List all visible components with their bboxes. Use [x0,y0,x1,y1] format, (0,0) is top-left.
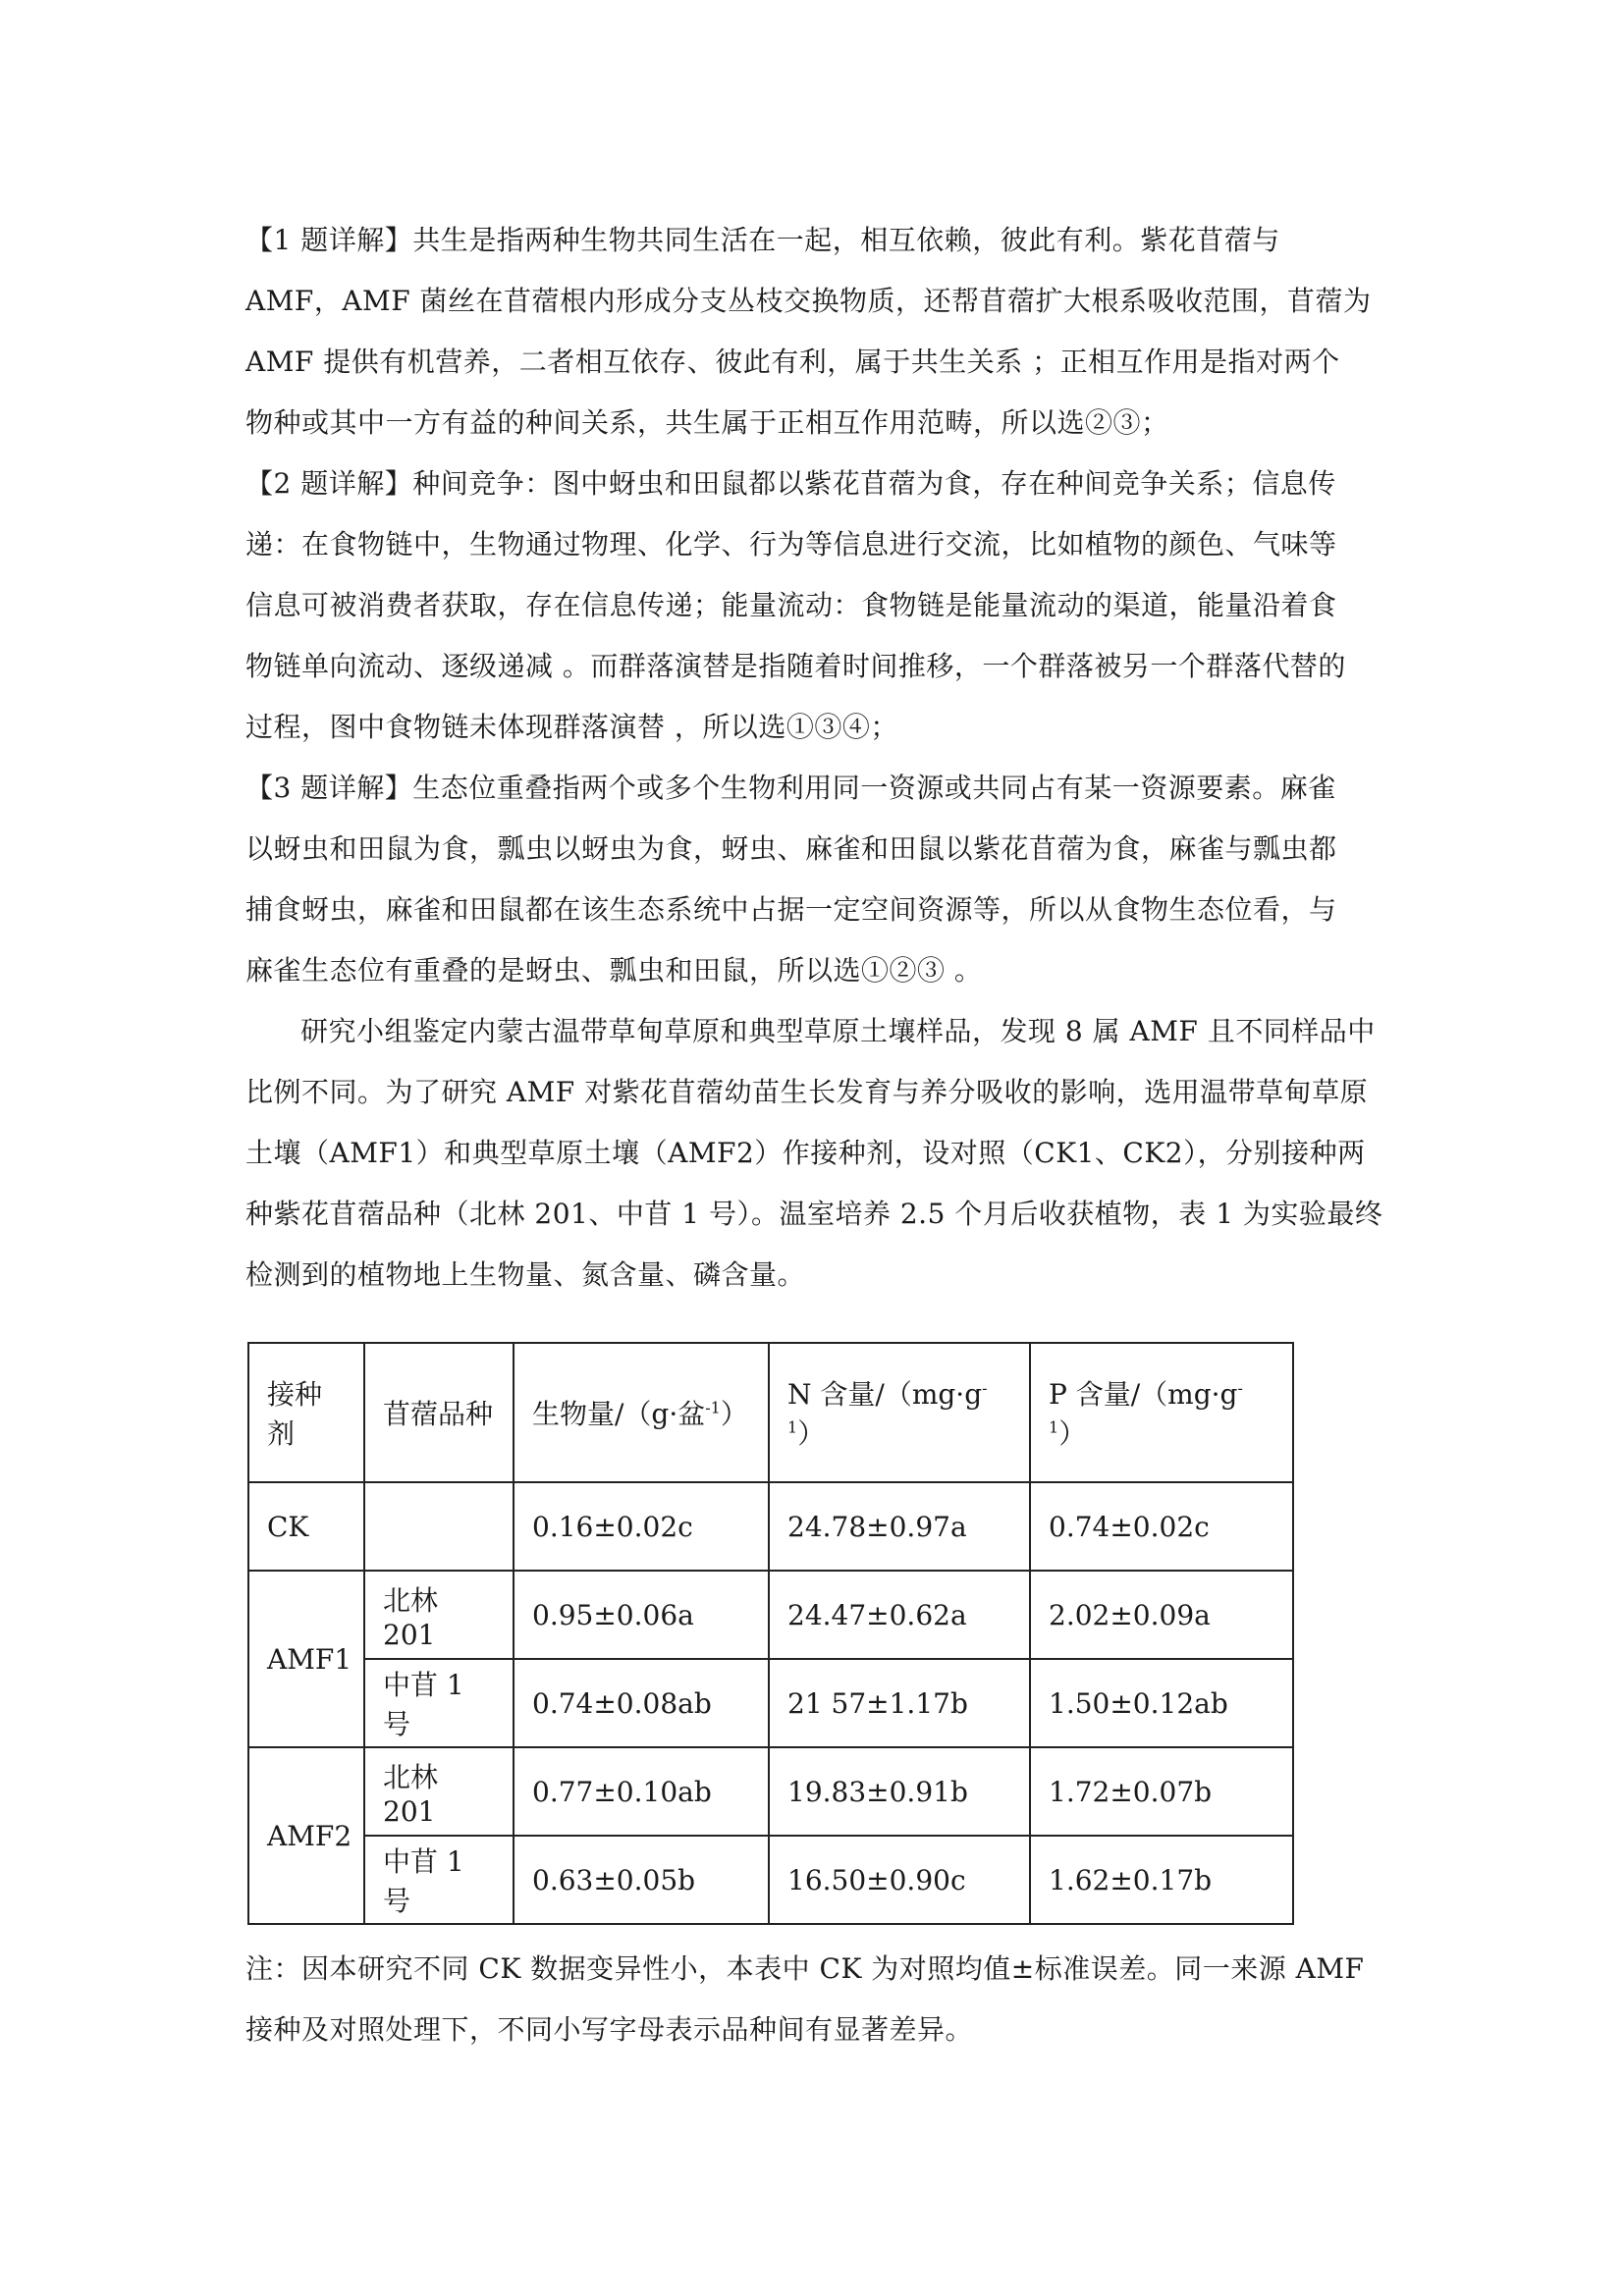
cell-nitrogen: 24.78±0.97a [769,1482,1030,1571]
cell-inoculant: AMF2 [248,1747,364,1924]
cell-nitrogen: 24.47±0.62a [769,1571,1030,1659]
text-line: 麻雀生态位有重叠的是蚜虫、瓢虫和田鼠，所以选①②③ 。 [245,954,983,987]
answer-explanations [245,210,1384,1306]
header-inoculant: 接种剂 [248,1343,364,1482]
table-row [248,1571,1293,1659]
cell-inoculant: AMF1 [248,1571,364,1747]
header-close: ） [720,1398,748,1430]
cell-biomass: 0.63±0.05b [514,1836,769,1924]
text-line: 土壤（AMF1）和典型草原土壤（AMF2）作接种剂，设对照（CK1、CK2），分别接种两 [245,1137,1366,1169]
header-close: ） [797,1417,826,1450]
text-line: 【3 题详解】生态位重叠指两个或多个生物利用同一资源或共同占有某一资源要素。麻雀 [245,772,1336,804]
cell-variety: 中苜 1 号 [364,1659,514,1747]
superscript: -1 [1049,1378,1243,1437]
cell-phosphorus: 2.02±0.09a [1030,1571,1293,1659]
cell-inoculant: CK [248,1482,364,1571]
cell-nitrogen: 21 57±1.17b [769,1659,1030,1747]
header-variety: 苜蓿品种 [364,1343,514,1482]
cell-biomass: 0.16±0.02c [514,1482,769,1571]
cell-biomass: 0.74±0.08ab [514,1659,769,1747]
header-close: ） [1058,1417,1087,1450]
cell-nitrogen: 19.83±0.91b [769,1747,1030,1836]
table-row [248,1482,1293,1571]
superscript: -1 [787,1378,988,1437]
note-line: 接种及对照处理下，不同小写字母表示品种间有显著差异。 [245,2013,974,2046]
paragraph-q2-explanation [245,454,1384,758]
text-line: 捕食蚜虫，麻雀和田鼠都在该生态系统中占据一定空间资源等，所以从食物生态位看，与 [245,893,1337,926]
table-row [248,1836,1293,1924]
text-line: 【2 题详解】种间竞争：图中蚜虫和田鼠都以紫花苜蓿为食，存在种间竞争关系；信息传 [245,467,1336,500]
text-line: 研究小组鉴定内蒙古温带草甸草原和典型草原土壤样品，发现 8 属 AMF 且不同样品中 [300,1015,1376,1047]
superscript: -1 [705,1398,721,1417]
cell-biomass: 0.77±0.10ab [514,1747,769,1836]
text-line: 物链单向流动、逐级递减 。而群落演替是指随着时间推移，一个群落被另一个群落代替的 [245,650,1346,682]
text-line: 递：在食物链中，生物通过物理、化学、行为等信息进行交流，比如植物的颜色、气味等 [245,528,1337,561]
paragraph-q1-explanation [245,210,1384,454]
paragraph-experiment-description [245,1001,1384,1306]
cell-variety: 中苜 1 号 [364,1836,514,1924]
text-line: 比例不同。为了研究 AMF 对紫花苜蓿幼苗生长发育与养分吸收的影响，选用温带草甸草原 [245,1076,1369,1108]
cell-biomass: 0.95±0.06a [514,1571,769,1659]
text-line: 过程，图中食物链未体现群落演替 ，所以选①③④； [245,711,898,743]
header-phosphorus [1030,1343,1293,1482]
header-nitrogen [769,1343,1030,1482]
cell-phosphorus: 1.72±0.07b [1030,1747,1293,1836]
cell-phosphorus: 1.50±0.12ab [1030,1659,1293,1747]
cell-variety: 北林 201 [364,1571,514,1659]
table-row [248,1659,1293,1747]
paragraph-q3-explanation [245,758,1384,1001]
text-line: 种紫花苜蓿品种（北林 201、中苜 1 号）。温室培养 2.5 个月后收获植物，表 1 为实验最终 [245,1198,1383,1230]
note-line: 注：因本研究不同 CK 数据变异性小，本表中 CK 为对照均值±标准误差。同一来源 AMF [245,1952,1365,1985]
text-line: 物种或其中一方有益的种间关系，共生属于正相互作用范畴，所以选②③； [245,406,1169,439]
text-line: 【1 题详解】共生是指两种生物共同生活在一起，相互依赖，彼此有利。紫花苜蓿与 [245,224,1280,256]
cell-nitrogen: 16.50±0.90c [769,1836,1030,1924]
header-biomass-label: 生物量/（g·盆 [532,1398,706,1430]
text-line: AMF，AMF 菌丝在苜蓿根内形成分支丛枝交换物质，还帮苜蓿扩大根系吸收范围，苜蓿为 [245,285,1372,317]
text-line: 检测到的植物地上生物量、氮含量、磷含量。 [245,1258,806,1291]
cell-phosphorus: 0.74±0.02c [1030,1482,1293,1571]
table-header-row [248,1343,1293,1482]
text-line: 以蚜虫和田鼠为食，瓢虫以蚜虫为食，蚜虫、麻雀和田鼠以紫花苜蓿为食，麻雀与瓢虫都 [245,832,1337,865]
cell-variety [364,1482,514,1571]
header-nitrogen-label: N 含量/（mg·g [787,1378,983,1411]
header-phosphorus-label: P 含量/（mg·g [1049,1378,1238,1411]
header-biomass [514,1343,769,1482]
text-line: AMF 提供有机营养，二者相互依存、彼此有利，属于共生关系 ；正相互作用是指对两个 [245,346,1340,378]
cell-phosphorus: 1.62±0.17b [1030,1836,1293,1924]
results-table [247,1342,1294,1925]
table-row [248,1747,1293,1836]
cell-variety: 北林 201 [364,1747,514,1836]
table-note [245,1939,1384,2060]
text-line: 信息可被消费者获取，存在信息传递；能量流动：食物链是能量流动的渠道，能量沿着食 [245,589,1337,621]
